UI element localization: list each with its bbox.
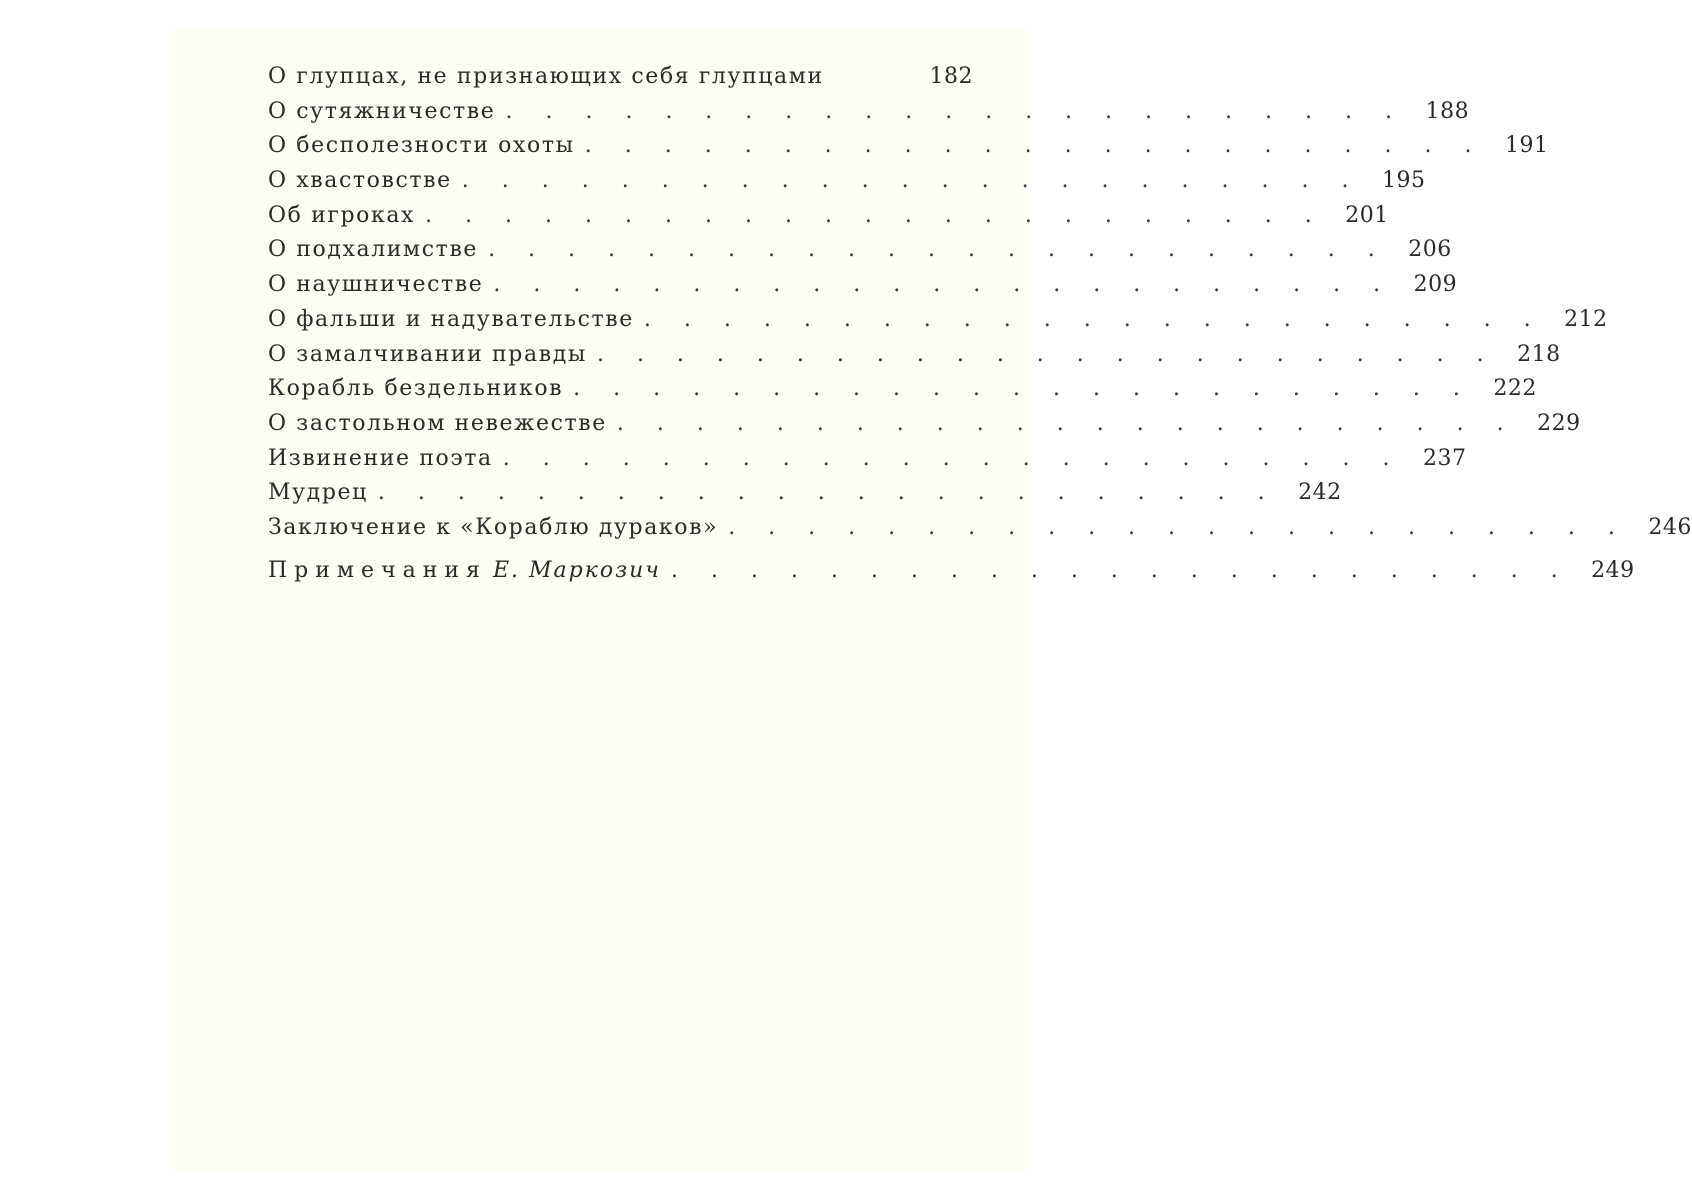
toc-leader: . . . . . . . . . . . . . . . . . . . . . . . — [502, 445, 1403, 471]
toc-entry — [268, 476, 1342, 511]
toc-leader: . . . . . . . . . . . . . . . . . . . . . . . — [493, 272, 1394, 298]
toc-entry — [268, 372, 1537, 407]
toc-page-number: 182 — [929, 64, 973, 89]
toc-entry — [268, 233, 1452, 268]
toc-entry-title: О хвастовстве — [268, 168, 452, 194]
table-of-contents — [268, 60, 1692, 588]
toc-entry-title: О застольном невежестве — [268, 410, 607, 436]
toc-entry — [268, 268, 1458, 303]
toc-page-number: 191 — [1504, 133, 1549, 159]
toc-page-number: 229 — [1537, 410, 1581, 436]
toc-page-number: 237 — [1422, 445, 1467, 471]
toc-leader: . . . . . . . . . . . . . . . . . . . . . . . — [596, 341, 1497, 367]
toc-entry-title: Корабль бездельников — [268, 376, 564, 402]
toc-entry-title: Извинение поэта — [268, 445, 493, 471]
toc-entry-notes — [268, 554, 1635, 589]
book-page — [172, 30, 1692, 1170]
toc-notes-label: Примечания — [268, 557, 487, 583]
toc-leader: . . . . . . . . . . . . . . . . . . . . . . . — [377, 480, 1278, 506]
toc-entry — [268, 303, 1608, 338]
toc-entry — [268, 407, 1581, 442]
toc-leader: . . . . . . . . . . . . . . . . . . . . . . . — [573, 376, 1473, 402]
toc-notes-title — [268, 554, 661, 589]
toc-page-number: 201 — [1345, 202, 1389, 228]
toc-leader: . . . . . . . . . . . . . . . . . . . . . . . — [505, 98, 1406, 124]
toc-entry-title: Заключение к «Кораблю дураков» — [268, 514, 719, 540]
toc-leader: . . . . . . . . . . . . . . . . . . . . . . . — [461, 168, 1362, 194]
toc-entry-title: О замалчивании правды — [268, 341, 587, 367]
toc-entry-title: Мудрец — [268, 480, 368, 506]
toc-entry — [268, 164, 1426, 199]
toc-page-number: 218 — [1517, 341, 1561, 367]
toc-entry — [268, 442, 1467, 477]
toc-entry-title: О бесполезности охоты — [268, 133, 575, 159]
toc-page-number: 206 — [1408, 237, 1452, 263]
toc-leader: . . . . . . . . . . . . . . . . . . . . . . . — [643, 306, 1544, 332]
toc-notes-author: Е. Маркозич — [492, 557, 661, 583]
toc-entry-title: О подхалимстве — [268, 237, 479, 263]
toc-entry — [268, 129, 1549, 164]
toc-page-number: 222 — [1493, 376, 1537, 402]
toc-page-number: 212 — [1564, 306, 1608, 332]
toc-leader: . . . . . . . . . . . . . . . . . . . . . . . — [728, 514, 1628, 540]
toc-page-number: 209 — [1413, 272, 1458, 298]
toc-leader: . . . . . . . . . . . . . . . . . . . . . . . — [425, 202, 1325, 228]
toc-entry-title: О наушничестве — [268, 272, 484, 298]
toc-entry — [268, 199, 1389, 234]
toc-entry — [268, 60, 973, 95]
toc-entry — [268, 511, 1692, 546]
toc-leader: . . . . . . . . . . . . . . . . . . . . . . . — [584, 133, 1485, 159]
toc-page-number: 246 — [1648, 514, 1692, 540]
toc-entry-title: О фальши и надувательстве — [268, 306, 634, 332]
toc-leader: . . . . . . . . . . . . . . . . . . . . . . . — [488, 237, 1388, 263]
toc-leader: . . . . . . . . . . . . . . . . . . . . . . . — [616, 410, 1517, 436]
toc-entry-title: Об игроках — [268, 202, 416, 228]
toc-entry — [268, 95, 1470, 130]
toc-page-number: 195 — [1381, 168, 1426, 194]
toc-page-number: 242 — [1298, 480, 1342, 506]
toc-leader: . . . . . . . . . . . . . . . . . . . . . . . — [670, 557, 1571, 583]
toc-page-number: 249 — [1591, 557, 1635, 583]
toc-page-number: 188 — [1425, 98, 1470, 124]
toc-entry-title: О глупцах, не признающих себя глупцами — [268, 64, 824, 89]
toc-entry — [268, 338, 1561, 373]
toc-entry-title: О сутяжничестве — [268, 98, 496, 124]
